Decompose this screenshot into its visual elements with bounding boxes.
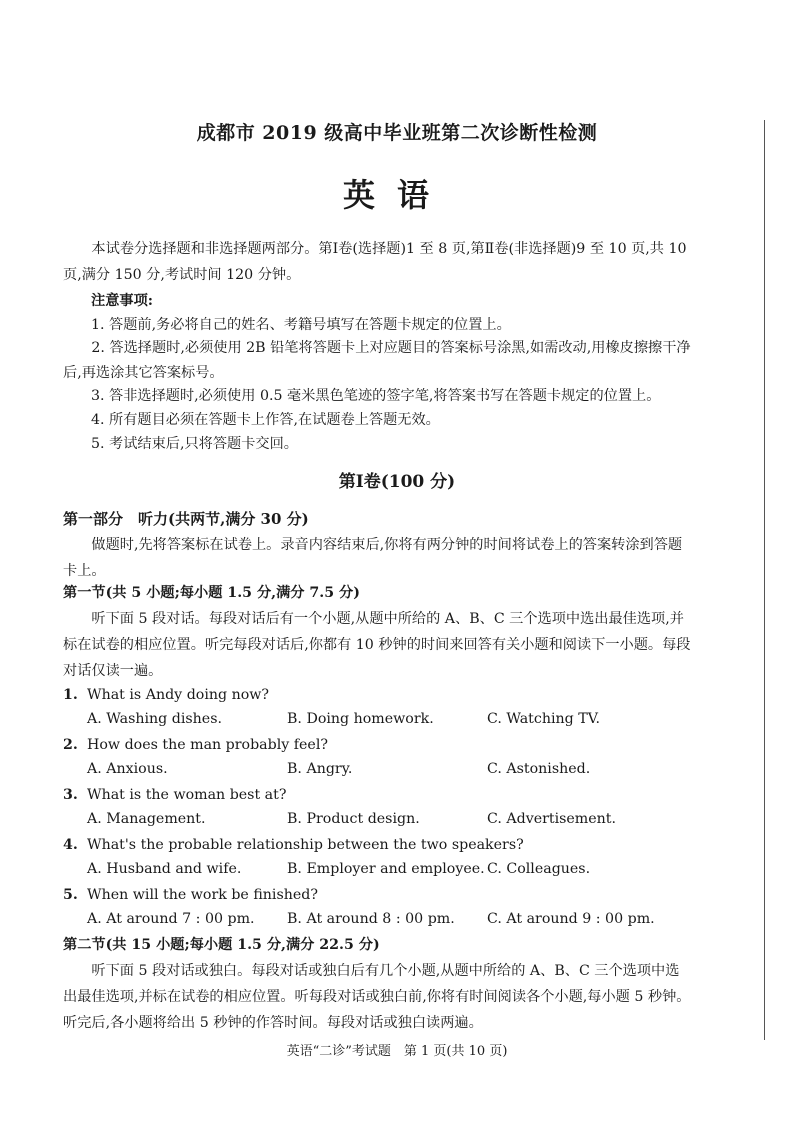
page-footer: 英语“二诊”考试题 第 1 页(共 10 页) [286,1044,508,1059]
question-item [63,834,524,856]
question-item [63,684,269,706]
option-c: C. Advertisement. [487,811,617,827]
part-instruction: 做题时,先将答案标在试卷上。录音内容结束后,你将有两分钟的时间将试卷上的答案转涂到答题卡上。 [63,537,683,579]
note-item: 4. 所有题目必须在答题卡上作答,在试题卷上答题无效。 [91,412,440,428]
section-instruction: 听下面 5 段对话。每段对话后有一个小题,从题中所给的 A、B、C 三个选项中选出最佳选项,并标在试卷的相应位置。听完每段对话后,你都有 10 秒钟的时间来回答有关小题和阅读下一小题。每段对话仅读一遍。 [63,611,691,679]
intro-paragraph: 本试卷分选择题和非选择题两部分。第Ⅰ卷(选择题)1 至 8 页,第Ⅱ卷(非选择题)9 至 10 页,共 10 页,满分 150 分,考试时间 120 分钟。 [63,241,687,283]
option-b: B. Product design. [287,811,420,827]
answer-options [87,908,727,930]
option-c: C. At around 9 : 00 pm. [487,911,655,927]
question-item [63,784,286,806]
question-text: What's the probable relationship between the two speakers? [87,837,524,853]
question-text: How does the man probably feel? [87,737,328,753]
option-a: A. Washing dishes. [87,711,222,727]
question-item [63,734,328,756]
note-item: 5. 考试结束后,只将答题卡交回。 [91,436,298,452]
part-heading: 第一部分 听力(共两节,满分 30 分) [63,510,309,528]
option-b: B. Angry. [287,761,353,777]
option-a: A. Anxious. [87,761,168,777]
option-c: C. Watching TV. [487,711,600,727]
option-a: A. At around 7 : 00 pm. [87,911,255,927]
answer-options [87,858,727,880]
notes-heading: 注意事项: [91,293,153,309]
section-heading: 第一节(共 5 小题;每小题 1.5 分,满分 7.5 分) [63,585,360,601]
note-item: 1. 答题前,务必将自己的姓名、考籍号填写在答题卡规定的位置上。 [91,317,511,333]
answer-options [87,808,727,830]
question-text: When will the work be finished? [87,887,318,903]
option-b: B. At around 8 : 00 pm. [287,911,455,927]
option-a: A. Husband and wife. [87,861,242,877]
note-item: 2. 答选择题时,必须使用 2B 铅笔将答题卡上对应题目的答案标号涂黑,如需改动,用橡皮擦擦干净后,再选涂其它答案标号。 [63,340,691,381]
option-c: C. Colleagues. [487,861,591,877]
binding-line [764,120,765,1040]
question-text: What is the woman best at? [87,787,287,803]
section-heading: 第二节(共 15 小题;每小题 1.5 分,满分 22.5 分) [63,937,380,953]
option-b: B. Employer and employee. [287,861,485,877]
question-number: 1. [63,687,78,703]
section-instruction: 听下面 5 段对话或独白。每段对话或独白后有几个小题,从题中所给的 A、B、C 三个选项中选出最佳选项,并标在试卷的相应位置。听每段对话或独白前,你将有时间阅读各个小题,每小题 5 秒钟。听完后,各小题将给出 5 秒钟的作答时间。每段对话或独白读两遍。 [63,963,691,1031]
volume-title: 第Ⅰ卷(100 分) [338,472,456,492]
answer-options [87,708,727,730]
note-item: 3. 答非选择题时,必须使用 0.5 毫米黑色笔迹的签字笔,将答案书写在答题卡规定的位置上。 [91,388,661,404]
exam-title: 成都市 2019 级高中毕业班第二次诊断性检测 [196,122,598,144]
option-a: A. Management. [87,811,206,827]
answer-options [87,758,727,780]
question-number: 4. [63,837,78,853]
option-b: B. Doing homework. [287,711,434,727]
question-number: 5. [63,887,78,903]
question-item [63,884,318,906]
question-number: 3. [63,787,78,803]
question-number: 2. [63,737,78,753]
option-c: C. Astonished. [487,761,591,777]
question-text: What is Andy doing now? [87,687,270,703]
subject-title: 英语 [342,176,451,214]
